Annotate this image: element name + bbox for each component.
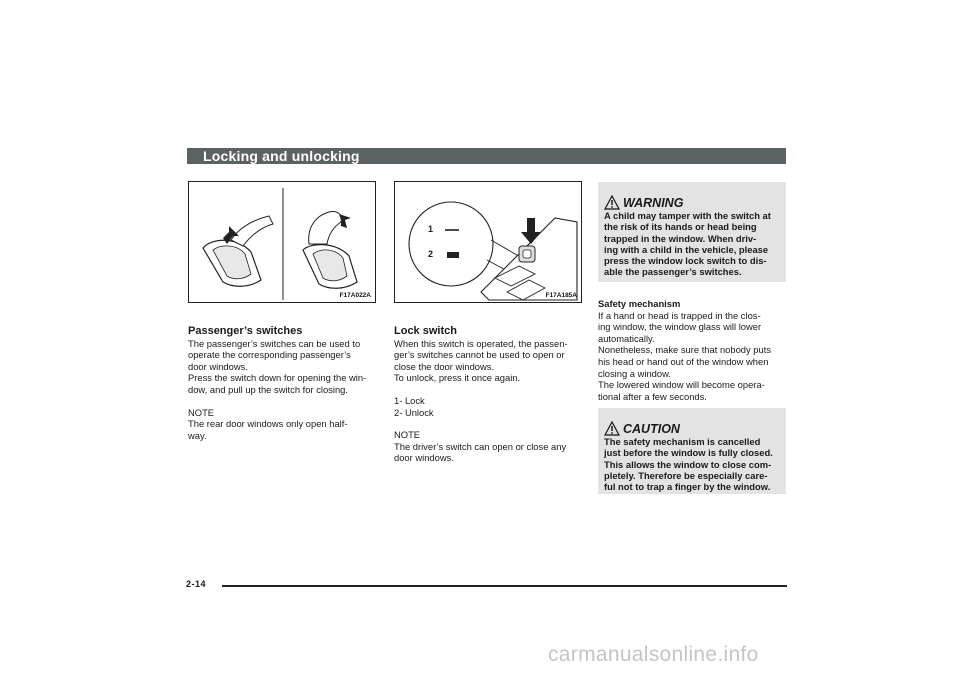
body-line: To unlock, press it once again. <box>394 372 521 384</box>
figure-passenger-switch <box>188 181 376 303</box>
caution-line: ful not to trap a finger by the window. <box>604 481 771 493</box>
section-header-bar <box>187 148 786 164</box>
warning-line: able the passenger’s switches. <box>604 266 742 278</box>
passenger-switches-section <box>188 326 380 441</box>
warning-triangle-icon <box>604 195 620 210</box>
warning-triangle-icon <box>604 421 620 436</box>
safety-mechanism-section <box>598 298 790 402</box>
warning-line: trapped in the window. When driv- <box>604 232 757 244</box>
warning-title: WARNING <box>623 196 684 210</box>
caution-line: This allows the window to close com- <box>604 458 772 470</box>
figure-code: F17A022A <box>339 292 371 299</box>
warning-line: the risk of its hands or head being <box>604 221 757 233</box>
body-line: ing window, the window glass will lower <box>598 321 762 333</box>
body-line: operate the corresponding passenger’s <box>188 349 351 361</box>
caution-box <box>598 408 786 494</box>
note-label: NOTE <box>188 406 215 418</box>
warning-line: A child may tamper with the switch at <box>604 210 771 221</box>
body-line: The passenger’s switches can be used to <box>188 337 361 349</box>
body-line: ger’s switches cannot be used to open or <box>394 349 565 361</box>
note-line: way. <box>188 429 207 441</box>
page-number: 2-14 <box>186 579 207 589</box>
warning-line: press the window lock switch to dis- <box>604 255 767 267</box>
warning-line: ing with a child in the vehicle, please <box>604 243 769 255</box>
watermark: carmanualsonline.info <box>548 643 759 666</box>
note-label: NOTE <box>394 429 421 441</box>
body-line: close the door windows. <box>394 360 495 372</box>
callout-2: 2 <box>428 249 434 259</box>
warning-text <box>604 210 781 278</box>
body-line: closing a window. <box>598 367 671 379</box>
section-title: Locking and unlocking <box>203 148 360 164</box>
figure-code: F17A185A <box>545 292 577 299</box>
body-line: Press the switch down for opening the win- <box>188 372 367 384</box>
body-line: The lowered window will become opera- <box>598 379 765 391</box>
section-heading: Lock switch <box>394 325 457 337</box>
lock-switch-illustration <box>395 182 581 302</box>
note-line: door windows. <box>394 452 454 464</box>
body-line: door windows. <box>188 360 248 372</box>
list-item: 1- Lock <box>394 394 425 406</box>
caution-line: pletely. Therefore be especially care- <box>604 469 768 481</box>
passenger-switch-illustration <box>189 182 375 302</box>
caution-title: CAUTION <box>623 422 680 436</box>
body-line: Nonetheless, make sure that nobody puts <box>598 344 772 356</box>
caution-line: The safety mechanism is cancelled <box>604 436 761 447</box>
section-heading: Passenger’s switches <box>188 325 303 337</box>
footer-rule <box>222 585 787 587</box>
section-heading: Safety mechanism <box>598 298 681 309</box>
callout-1: 1 <box>428 224 434 234</box>
caution-line: just before the window is fully closed. <box>604 447 773 459</box>
warning-box <box>598 182 786 282</box>
body-line: When this switch is operated, the passen- <box>394 337 568 349</box>
note-line: The rear door windows only open half- <box>188 418 348 430</box>
list-item: 2- Unlock <box>394 406 434 418</box>
body-line: his head or hand out of the window when <box>598 355 769 367</box>
body-line: If a hand or head is trapped in the clos- <box>598 309 761 321</box>
body-line: automatically. <box>598 332 655 344</box>
caution-text <box>604 436 781 492</box>
body-line: dow, and pull up the switch for closing. <box>188 383 348 395</box>
note-line: The driver’s switch can open or close any <box>394 440 567 452</box>
figure-lock-switch <box>394 181 582 303</box>
lock-switch-section <box>394 326 586 464</box>
body-line: tional after a few seconds. <box>598 390 707 402</box>
